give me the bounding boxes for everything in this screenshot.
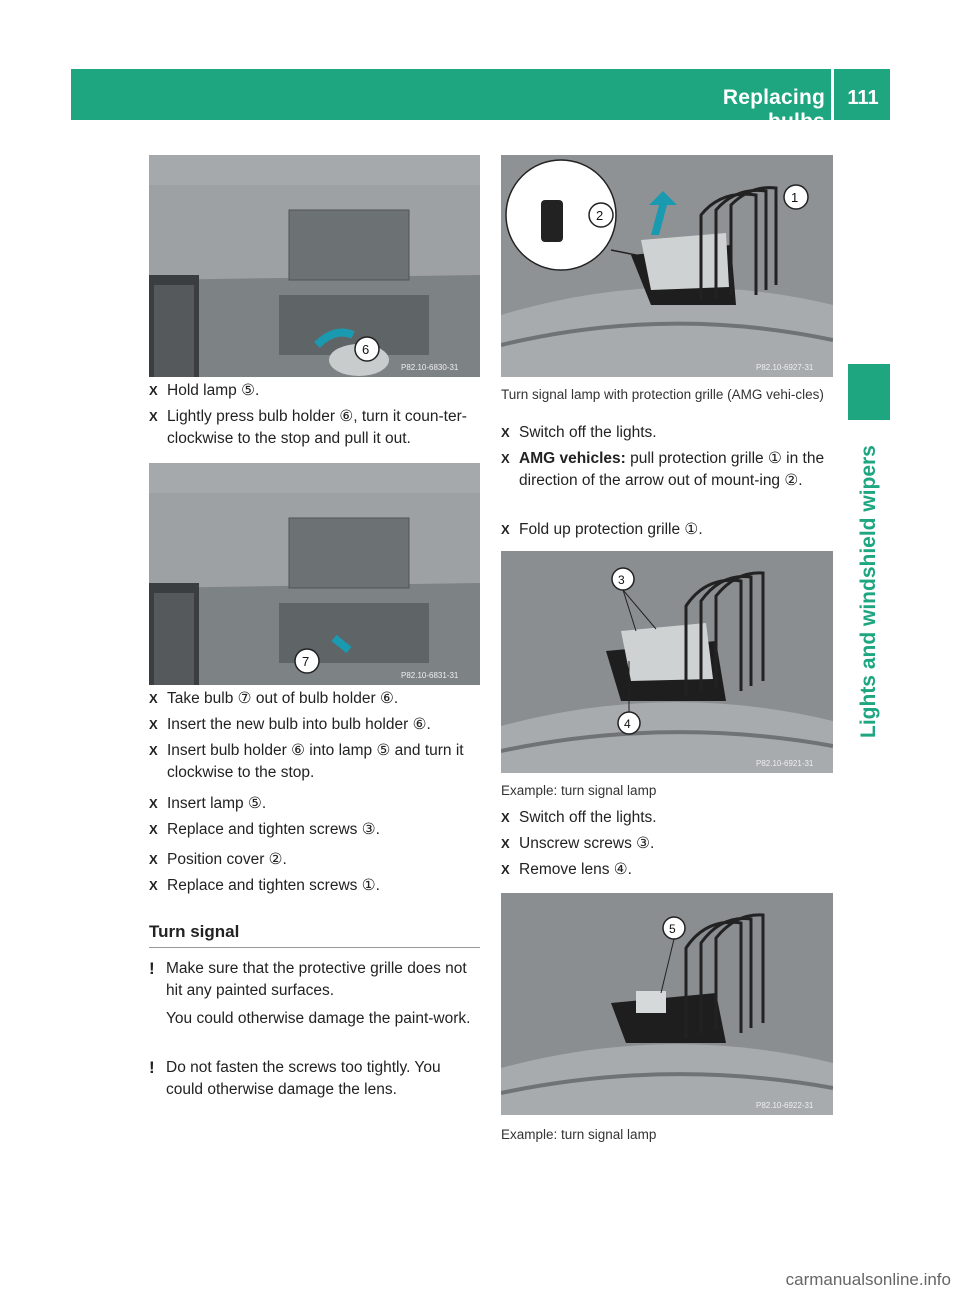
step-unscrew-screws: X Unscrew screws ③. xyxy=(501,833,833,855)
step-arrow-icon: X xyxy=(149,691,158,706)
step-arrow-icon: X xyxy=(501,836,510,851)
figure-code: P82.10-6922-31 xyxy=(756,1101,814,1110)
callout-6: 6 xyxy=(362,342,370,357)
step-arrow-icon: X xyxy=(149,743,158,758)
figure-caption: Example: turn signal lamp xyxy=(501,783,657,798)
step-insert-bulb-holder: X Insert bulb holder ⑥ into lamp ⑤ and turn it clockwise to the stop. xyxy=(149,742,464,781)
figure-code: P82.10-6921-31 xyxy=(756,759,814,768)
step-hold-lamp: X Hold lamp ⑤. xyxy=(149,380,480,402)
step-press-bulb-holder: X Lightly press bulb holder ⑥, turn it coun-ter-clockwise to the stop and pull it out. xyxy=(149,408,467,447)
step-arrow-icon: X xyxy=(149,878,158,893)
photo-lamp-removal xyxy=(501,893,833,1115)
chapter-tab-marker xyxy=(848,364,890,420)
section-heading: Turn signal xyxy=(149,922,240,941)
warning-screws: ! Do not fasten the screws too tightly. You could otherwise damage the lens. xyxy=(149,1058,441,1098)
step-arrow-icon: X xyxy=(149,383,158,398)
step-replace-screws-1: X Replace and tighten screws ①. xyxy=(149,875,480,897)
step-arrow-icon: X xyxy=(501,522,510,537)
step-arrow-icon: X xyxy=(501,425,510,440)
footer-watermark: carmanualsonline.info xyxy=(785,1270,951,1289)
step-arrow-icon: X xyxy=(149,796,158,811)
step-insert-new-bulb: X Insert the new bulb into bulb holder ⑥. xyxy=(149,714,480,736)
figure-code: P82.10-6927-31 xyxy=(756,363,814,372)
step-amg-pull-grille: X AMG vehicles: pull protection grille ① in the direction of the arrow out of mount-ing ②. xyxy=(501,450,825,489)
step-arrow-icon: X xyxy=(149,852,158,867)
step-arrow-icon: X xyxy=(149,409,158,424)
warning-icon: ! xyxy=(149,959,155,978)
warning-protective-grille: ! Make sure that the protective grille does not hit any painted surfaces. You could otherwise damage the paint-work. xyxy=(149,959,471,1027)
figure-caption: Turn signal lamp with protection grille (AMG vehi-cles) xyxy=(501,387,824,402)
page-title: Replacing bulbs xyxy=(722,86,825,133)
callout-5: 5 xyxy=(669,922,676,936)
photo-bulb-holder-removal xyxy=(149,155,480,377)
step-fold-up-grille: X Fold up protection grille ①. xyxy=(501,519,833,541)
figure-caption: Example: turn signal lamp xyxy=(501,1127,657,1142)
header-divider xyxy=(831,69,834,120)
section-divider xyxy=(149,947,480,948)
step-insert-lamp: X Insert lamp ⑤. xyxy=(149,793,480,815)
photo-turn-signal-screws xyxy=(501,551,833,773)
step-arrow-icon: X xyxy=(501,810,510,825)
photo-protection-grille xyxy=(501,155,833,377)
callout-3: 3 xyxy=(618,573,625,587)
step-replace-screws-3: X Replace and tighten screws ③. xyxy=(149,819,480,841)
callout-4: 4 xyxy=(624,717,631,731)
step-arrow-icon: X xyxy=(501,451,510,466)
step-position-cover: X Position cover ②. xyxy=(149,849,480,871)
step-arrow-icon: X xyxy=(501,862,510,877)
callout-1: 1 xyxy=(791,190,799,205)
photo-take-bulb-out xyxy=(149,463,480,685)
callout-7: 7 xyxy=(302,654,310,669)
step-remove-lens: X Remove lens ④. xyxy=(501,859,833,881)
chapter-tab-label: Lights and windshield wipers xyxy=(857,445,880,738)
step-arrow-icon: X xyxy=(149,822,158,837)
warning-icon: ! xyxy=(149,1058,155,1077)
step-take-bulb: X Take bulb ⑦ out of bulb holder ⑥. xyxy=(149,688,480,710)
step-switch-off-lights-2: X Switch off the lights. xyxy=(501,807,833,829)
page-number: 111 xyxy=(847,87,879,109)
step-switch-off-lights: X Switch off the lights. xyxy=(501,422,833,444)
figure-code: P82.10-6831-31 xyxy=(401,671,459,680)
step-arrow-icon: X xyxy=(149,717,158,732)
callout-2: 2 xyxy=(596,208,604,223)
figure-code: P82.10-6830-31 xyxy=(401,363,459,372)
